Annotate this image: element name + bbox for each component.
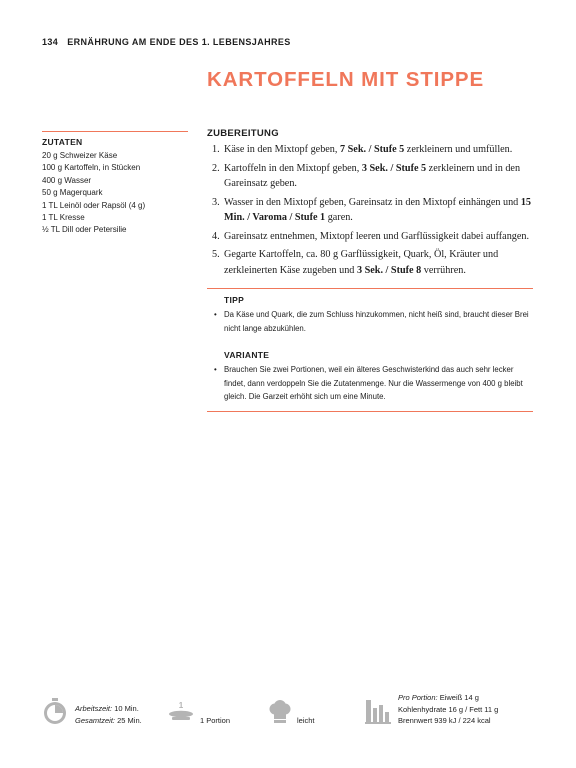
- step-text: zerkleinern und in den Gareinsatz geben.: [224, 162, 521, 189]
- step-setting: 7 Sek. / Stufe 5: [340, 144, 405, 155]
- ingredients-panel: [42, 131, 188, 237]
- step-number: 3.: [212, 196, 220, 208]
- bullet: •: [214, 310, 217, 319]
- total-time-value: 25 Min.: [117, 715, 142, 725]
- portions: 1 Portion: [200, 716, 231, 725]
- section-title: ERNÄHRUNG AM ENDE DES 1. LEBENSJAHRES: [67, 37, 291, 47]
- recipe-title: KARTOFFELN MIT STIPPE: [207, 68, 485, 91]
- variant-body: Brauchen Sie zwei Portionen, weil ein älteres Geschwisterkind das auch sehr lecker findet, dann verdoppeln Sie die Zutatenmenge. Nur die Wassermenge von 400 g bleibt gleich. Die Garzeit erhöht sich um eine Minute.: [224, 365, 523, 402]
- work-time-value: 10 Min.: [114, 704, 139, 713]
- total-time-label: Gesamtzeit:: [75, 715, 116, 725]
- method-step: [207, 195, 533, 226]
- step-text: Gareinsatz entnehmen, Mixtopf leeren und Garflüssigkeit dabei auffangen.: [224, 230, 530, 242]
- ingredient-item: 100 g Kartoffeln, in Stücken: [42, 163, 141, 173]
- method-step: [207, 247, 533, 278]
- step-text: Gegarte Kartoffeln, ca. 80 g Garflüssigkeit, Quark, Öl, Kräuter und zerkleinerten Käse zugeben und: [224, 249, 499, 276]
- nutrition-info: [398, 692, 498, 727]
- step-number: 5.: [212, 249, 220, 260]
- tip-body: Da Käse und Quark, die zum Schluss hinzukommen, nicht heiß sind, braucht dieser Brei nicht lange abzukühlen.: [224, 310, 529, 333]
- page-number: 134: [42, 37, 59, 47]
- tip-heading: TIPP: [224, 295, 245, 305]
- step-number: 4.: [212, 230, 220, 242]
- carbs-fat: Kohlenhydrate 16 g / Fett 11 g: [398, 704, 499, 714]
- method-step: [207, 161, 533, 192]
- time-info: [75, 703, 142, 726]
- method-heading: ZUBEREITUNG: [207, 128, 279, 139]
- step-setting: 3 Sek. / Stufe 5: [361, 162, 427, 174]
- variant-heading: VARIANTE: [224, 350, 270, 360]
- bar-chart-icon: [365, 700, 391, 724]
- per-portion-label: Pro Portion:: [398, 693, 438, 702]
- ingredient-item: 1 TL Leinöl oder Rapsöl (4 g): [42, 200, 146, 210]
- bullet: •: [214, 365, 217, 374]
- variant-text: [207, 363, 533, 404]
- work-time-label: Arbeitszeit:: [75, 704, 113, 713]
- protein: Eiweiß 14 g: [439, 693, 479, 702]
- ingredient-item: ½ TL Dill oder Petersilie: [42, 225, 127, 235]
- ingredients-list: [42, 150, 188, 237]
- step-text: Wasser in den Mixtopf geben, Gareinsatz in den Mixtopf einhängen und: [224, 196, 521, 208]
- ingredient-item: 1 TL Kresse: [42, 213, 85, 223]
- step-text: verrühren.: [421, 264, 466, 276]
- divider: [207, 411, 533, 412]
- step-text: Kartoffeln in den Mixtopf geben,: [224, 162, 362, 174]
- svg-text:1: 1: [178, 701, 184, 710]
- ingredient-item: 400 g Wasser: [42, 175, 92, 185]
- running-header: [42, 37, 300, 47]
- step-setting: 15 Min. / Varoma / Stufe 1: [224, 196, 531, 223]
- ingredients-heading: ZUTATEN: [42, 137, 83, 147]
- tip-box: [207, 288, 533, 335]
- difficulty: leicht: [297, 716, 315, 725]
- method-section: [207, 128, 533, 281]
- energy: Brennwert 939 kJ / 224 kcal: [398, 716, 491, 725]
- step-number: 1.: [212, 144, 220, 155]
- clock-icon: [42, 698, 68, 725]
- method-steps: [207, 142, 533, 278]
- variant-box: [207, 344, 533, 404]
- step-setting: 3 Sek. / Stufe 8: [356, 264, 422, 276]
- ingredient-item: 50 g Magerquark: [42, 188, 103, 198]
- step-text: zerkleinern und umfüllen.: [404, 144, 513, 155]
- plate-icon: [168, 700, 194, 722]
- step-number: 2.: [212, 162, 220, 174]
- chef-hat-icon: [268, 700, 292, 724]
- step-text: garen.: [325, 212, 353, 223]
- ingredient-item: 20 g Schweizer Käse: [42, 151, 118, 160]
- method-step: [207, 142, 533, 158]
- tip-text: [207, 308, 533, 335]
- recipe-footer: [42, 690, 542, 730]
- step-text: Käse in den Mixtopf geben,: [224, 144, 340, 155]
- method-step: [207, 229, 533, 245]
